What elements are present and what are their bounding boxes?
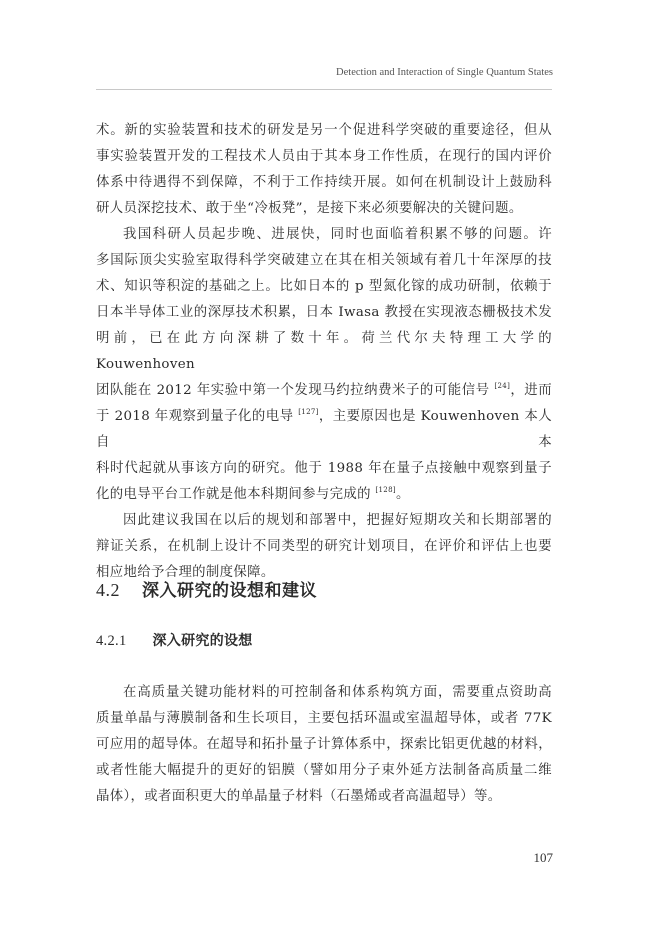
text-line: 可应用的超导体。在超导和拓扑量子计算体系中，探索比铝更优越的材料，	[96, 737, 552, 752]
citation-marker: [128]	[375, 486, 396, 494]
text-line-with-citation: 化的电导平台工作就是他本科期间参与完成的 [128]。	[96, 486, 410, 502]
text-line: 质量单晶与薄膜制备和生长项目，主要包括环温或室温超导体，或者 77K	[96, 711, 552, 726]
main-text	[96, 118, 552, 586]
text-line-with-citation: 于 2018 年观察到量子化的电导 [127]，主要原因也是 Kouwenhoven 本人自本	[96, 408, 552, 450]
page-number: 107	[533, 850, 553, 865]
section-text	[96, 680, 552, 810]
running-header: Detection and Interaction of Single Quantum States	[336, 67, 553, 78]
header-rule	[96, 89, 552, 90]
text-line: 多国际顶尖实验室取得科学突破建立在其在相关领域有着几十年深厚的技	[96, 253, 552, 268]
subsection-title: 深入研究的设想	[152, 633, 253, 649]
text-line-with-citation: 团队能在 2012 年实验中第一个发现马约拉纳费米子的可能信号 [24]，进而	[96, 382, 552, 398]
text-line: 体系中待遇得不到保障，不利于工作持续开展。如何在机制设计上鼓励科	[96, 175, 552, 190]
text-line: 相应地给予合理的制度保障。	[96, 565, 275, 580]
subsection-number: 4.2.1	[96, 633, 127, 649]
section-heading	[96, 576, 317, 601]
citation-marker: [127]	[298, 408, 319, 416]
text-line: 晶体），或者面积更大的单晶量子材料（石墨烯或者高温超导）等。	[96, 789, 502, 804]
text-line: 事实验装置开发的工程技术人员由于其本身工作性质，在现行的国内评价	[96, 149, 552, 164]
citation-marker: [24]	[494, 382, 511, 390]
text-line: 研人员深挖技术、敢于坐“冷板凳”，是接下来必须要解决的关键问题。	[96, 201, 523, 216]
subsection-heading	[96, 630, 253, 650]
text-line: 辩证关系，在机制上设计不同类型的研究计划项目，在评价和评估上也要	[96, 539, 552, 554]
text-line: 术、知识等积淀的基础之上。比如日本的 p 型氮化镓的成功研制，依赖于	[96, 279, 552, 294]
paragraph-3	[96, 508, 552, 586]
paragraph-1	[96, 118, 552, 222]
text-line: 科时代起就从事该方向的研究。他于 1988 年在量子点接触中观察到量子	[96, 461, 552, 476]
text-line: 日本半导体工业的深厚技术积累，日本 Iwasa 教授在实现液态栅极技术发	[96, 305, 552, 320]
text-line: 明前，已在此方向深耕了数十年。荷兰代尔夫特理工大学的 Kouwenhoven	[96, 331, 552, 372]
text-line: 术。新的实验装置和技术的研发是另一个促进科学突破的重要途径，但从	[96, 123, 552, 138]
text-line: 因此建议我国在以后的规划和部署中，把握好短期攻关和长期部署的	[123, 513, 552, 528]
paragraph-2	[96, 222, 552, 508]
text-line: 在高质量关键功能材料的可控制备和体系构筑方面，需要重点资助高	[123, 685, 552, 700]
text-line: 或者性能大幅提升的更好的铝膜（譬如用分子束外延方法制备高质量二维	[96, 763, 552, 778]
section-number: 4.2	[96, 580, 120, 600]
section-title: 深入研究的设想和建议	[142, 581, 317, 601]
text-line: 我国科研人员起步晚、进展快，同时也面临着积累不够的问题。许	[123, 227, 552, 242]
